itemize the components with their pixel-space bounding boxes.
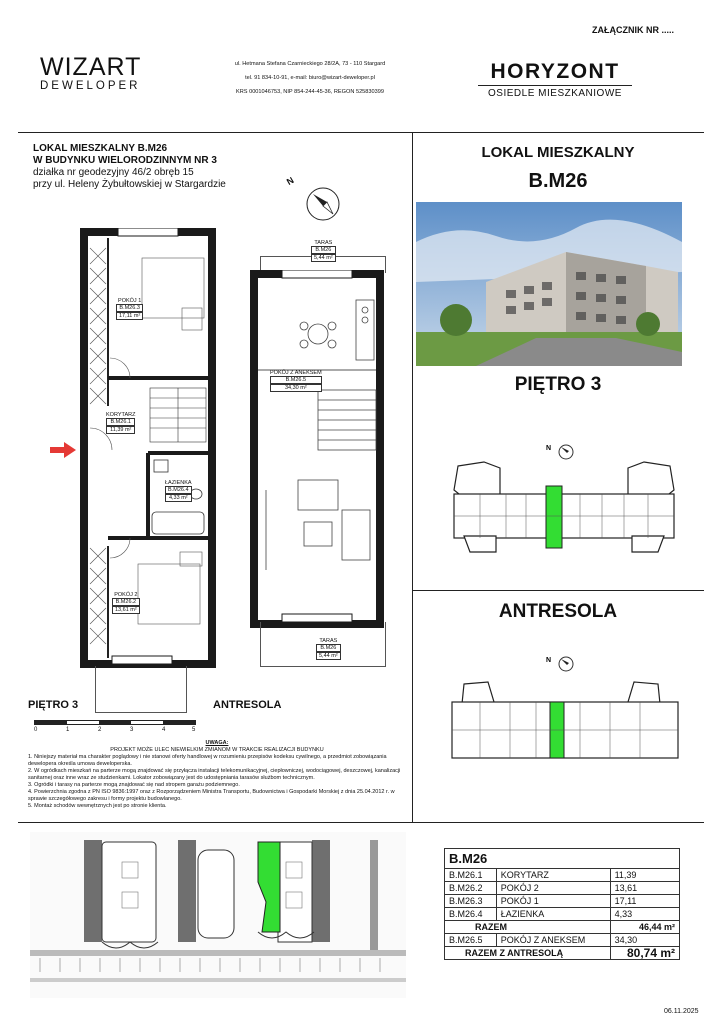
unit-header-line2: W BUDYNKU WIELORODZINNYM NR 3 — [33, 155, 217, 166]
scale-bar: 0 1 2 3 4 5 — [34, 720, 196, 740]
table-row: B.M26.2 POKÓJ 2 13,61 — [445, 882, 680, 895]
note-item: 3. Ogródki i tarasy na parterze mogą znajdować się nad stropem garażu podziemnego. — [28, 782, 240, 788]
area-table-title: B.M26 — [444, 848, 680, 868]
header-divider — [18, 132, 704, 133]
unit-header — [33, 143, 226, 191]
room-label-pokoj1: POKÓJ 1 B.M26.3 17,11 m² — [116, 298, 143, 320]
developer-address: ul. Hetmana Stefana Czarnieckiego 28/2A, 73 - 110 Stargard — [234, 61, 386, 67]
note-item: 4. Powierzchnia zgodna z PN ISO 9836:1997 oraz z Rozporządzeniem Ministra Transportu, Budownictwa i Gospodarki Morskiej z dnia 25.04.2012 r. w sprawie szczegółowego zakresu i formy projektu budowlanego. — [28, 789, 395, 802]
floor-plan-mezzanine — [248, 270, 386, 630]
logo-text-sub: DEWELOPER — [40, 80, 141, 92]
room-label-korytarz: KORYTARZ B.M26.1 11,39 m² — [106, 412, 136, 433]
right-unit: B.M26 — [528, 170, 588, 192]
keyplan-north-icon — [540, 440, 580, 462]
north-label: N — [284, 175, 296, 187]
table-total-row: RAZEM 46,44 m² — [445, 921, 680, 934]
balcony — [95, 666, 187, 713]
project-name: HORYZONT — [490, 60, 620, 83]
unit-header-line3: działka nr geodezyjny 46/2 obręb 15 — [33, 167, 194, 178]
developer-contact-line: tel. 91 834-10-91, e-mail: biuro@wizart-deweloper.pl — [245, 75, 375, 81]
project-subtitle: OSIEDLE MIESZKANIOWE — [488, 88, 622, 99]
room-label-taras-top: TARAS B.M26 5,44 m² — [311, 240, 336, 262]
unit-header-line1: LOKAL MIESZKALNY B.M26 — [33, 143, 168, 154]
right-title: LOKAL MIESZKALNY — [481, 144, 635, 161]
keyplan-north-icon — [540, 652, 580, 674]
table-row: B.M26.5 POKÓJ Z ANEKSEM 34,30 — [445, 934, 680, 947]
room-label-lazienka: ŁAZIENKA B.M26.4 4,33 m² — [165, 480, 192, 501]
room-label-pokoj2: POKÓJ 2 B.M26.2 13,61 m² — [112, 592, 140, 614]
table-row: B.M26.3 POKÓJ 1 17,11 — [445, 895, 680, 908]
note-item: 1. Niniejszy materiał ma charakter poglądowy i nie stanowi oferty handlowej w rozumieniu przepisów kodeksu cywilnego, a przedmiot zobowiązania dewelopera określa umowa deweloperska. — [28, 754, 387, 767]
document-date: 06.11.2025 — [664, 1008, 699, 1015]
logo-text-main: WIZART — [40, 53, 142, 81]
project-logo — [470, 60, 640, 101]
attachment-label: ZAŁĄCZNIK NR ..... — [592, 25, 674, 35]
notes-headline: PROJEKT MOŻE ULEC NIEWIELKIM ZMIANOM W TRAKCIE REALIZACJI BUDYNKU — [110, 747, 324, 753]
column-divider — [412, 132, 413, 822]
developer-logo — [40, 54, 170, 92]
right-floor-title: PIĘTRO 3 — [514, 374, 602, 395]
developer-registry: KRS 0001046753, NIP 854-244-45-36, REGON 525830399 — [236, 89, 384, 95]
notes-block — [28, 740, 406, 810]
plan-caption-mezzanine: ANTRESOLA — [213, 699, 282, 711]
footer-divider — [18, 822, 704, 823]
unit-header-line4: przy ul. Heleny Żybułtowskiej w Stargardzie — [33, 179, 226, 190]
floor-plan-level3 — [78, 228, 220, 668]
keyplan-north-label: N — [546, 657, 552, 664]
keyplan-mezzanine — [440, 680, 688, 764]
keyplan-floor — [440, 460, 688, 558]
developer-contact — [210, 57, 410, 99]
table-row: B.M26.1 KORYTARZ 11,39 — [445, 869, 680, 882]
north-arrow-icon — [305, 186, 341, 222]
plan-caption-floor: PIĘTRO 3 — [28, 699, 79, 711]
building-render — [416, 202, 682, 366]
table-row: B.M26.4 ŁAZIENKA 4,33 — [445, 908, 680, 921]
keyplan-north-label: N — [546, 445, 552, 452]
room-label-taras-bottom: TARAS B.M26 5,44 m² — [316, 638, 341, 660]
room-label-pokoj-aneks: POKÓJ Z ANEKSEM B.M26.5 34,30 m² — [270, 370, 322, 391]
site-plan — [30, 832, 406, 998]
note-item: 5. Montaż schodów wewnętrznych jest po stronie klienta. — [28, 803, 167, 809]
notes-title: UWAGA: — [205, 740, 229, 746]
entry-arrow-icon — [50, 442, 76, 458]
area-table — [444, 848, 680, 960]
right-mezzanine-title: ANTRESOLA — [498, 601, 618, 622]
note-item: 2. W ogródkach mieszkań na parterze mogą znajdować się przyłącza instalacji telekomunikacyjnej, ciepłowniczej, wodociągowej, deszczowej, kanalizacji sanitarnej oraz inne wraz ze studzienkami. Lokator zobowiązany jest do udostępniania tarasów służbom technicznym. — [28, 768, 401, 781]
table-grand-total-row: RAZEM Z ANTRESOLĄ 80,74 m² — [445, 947, 680, 960]
